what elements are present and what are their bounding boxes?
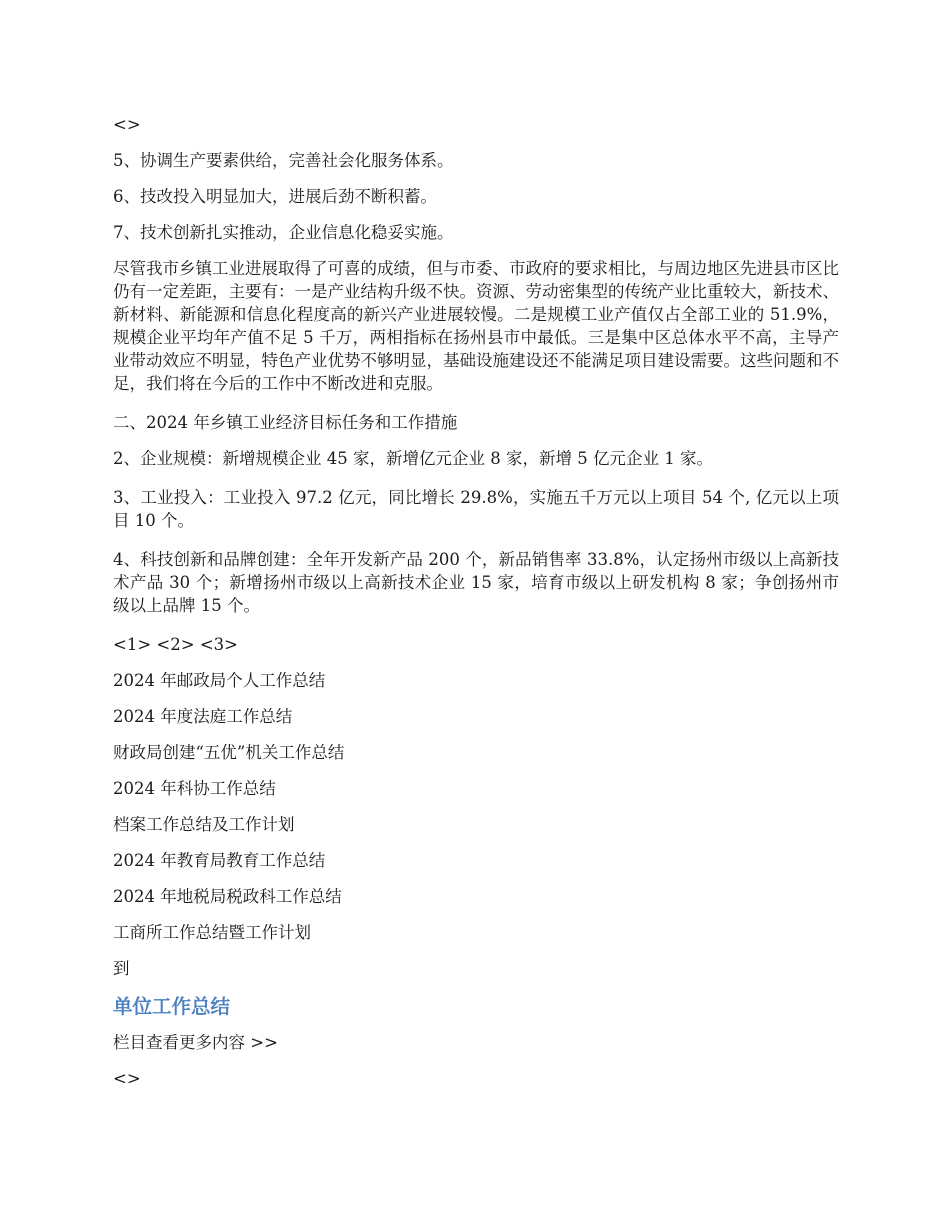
related-link[interactable]: 2024 年教育局教育工作总结	[113, 851, 326, 870]
category-title[interactable]: 单位工作总结	[113, 995, 231, 1018]
related-link[interactable]: 2024 年科协工作总结	[113, 779, 276, 798]
section-two-title: 二、2024 年乡镇工业经济目标任务和工作措施	[113, 413, 458, 432]
target-item: 2、企业规模：新增规模企业 45 家，新增亿元企业 8 家，新增 5 亿元企业 1 家。	[113, 449, 713, 468]
document-page	[113, 113, 839, 1103]
related-link[interactable]: 档案工作总结及工作计划	[113, 815, 295, 834]
target-item: 4、科技创新和品牌创建：全年开发新产品 200 个，新品销售率 33.8%，认定扬州市级以上高新技术产品 30 个；新增扬州市级以上高新技术企业 15 家，培育市级以上研发机构 8 家；争创扬州市级以上品牌 15 个。	[113, 550, 839, 615]
list-item: 6、技改投入明显加大，进展后劲不断积蓄。	[113, 187, 437, 206]
pager-page-2[interactable]: <2>	[156, 635, 195, 654]
related-link[interactable]: 2024 年度法庭工作总结	[113, 707, 293, 726]
pager	[113, 633, 839, 656]
problems-paragraph: 尽管我市乡镇工业进展取得了可喜的成绩，但与市委、市政府的要求相比，与周边地区先进县市区比仍有一定差距，主要有：一是产业结构升级不快。资源、劳动密集型的传统产业比重较大，新技术、新材料、新能源和信息化程度高的新兴产业进展较慢。二是规模工业产值仅占全部工业的 51.9%，规模企业平均年产值不足 5 千万，两相指标在扬州县市中最低。三是集中区总体水平不高，主导产业带动效应不明显，特色产业优势不够明显，基础设施建设还不能满足项目建设需要。这些问题和不足，我们将在今后的工作中不断改进和克服。	[113, 259, 839, 393]
nav-top[interactable]: <>	[113, 115, 141, 134]
to-text: 到	[113, 959, 130, 978]
related-link[interactable]: 2024 年地税局税政科工作总结	[113, 887, 342, 906]
related-link[interactable]: 2024 年邮政局个人工作总结	[113, 671, 326, 690]
related-link[interactable]: 工商所工作总结暨工作计划	[113, 923, 311, 942]
pager-page-3[interactable]: <3>	[199, 635, 238, 654]
nav-bottom[interactable]: <>	[113, 1069, 141, 1088]
target-item: 3、工业投入：工业投入 97.2 亿元，同比增长 29.8%，实施五千万元以上项目 54 个, 亿元以上项目 10 个。	[113, 488, 839, 530]
related-link[interactable]: 财政局创建“五优”机关工作总结	[113, 743, 345, 762]
list-item: 5、协调生产要素供给，完善社会化服务体系。	[113, 151, 454, 170]
related-links	[113, 669, 839, 944]
more-link[interactable]: 栏目查看更多内容 >>	[113, 1033, 278, 1052]
pager-page-1[interactable]: <1>	[113, 635, 152, 654]
list-item: 7、技术创新扎实推动，企业信息化稳妥实施。	[113, 223, 454, 242]
